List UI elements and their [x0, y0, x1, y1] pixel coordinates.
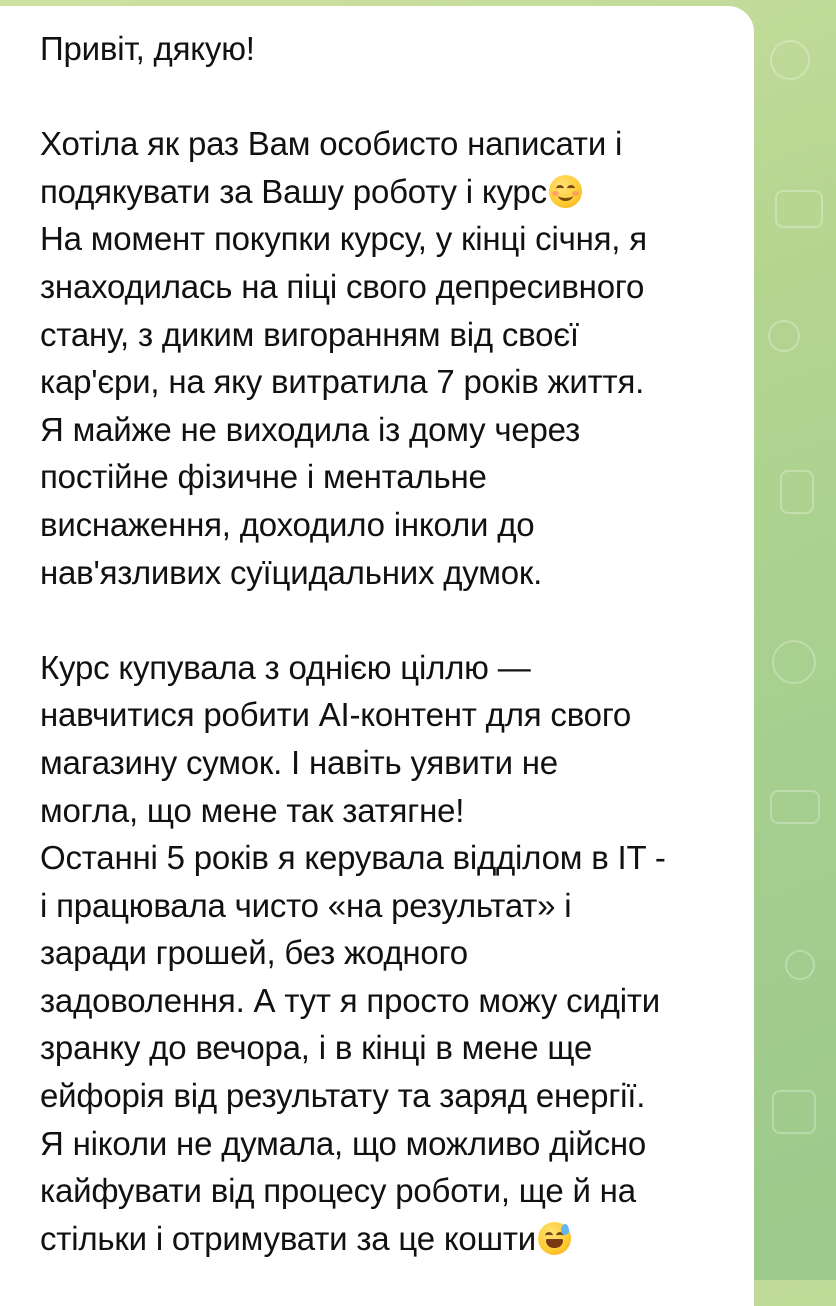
message-line: ейфорія від результату та заряд енергії. [40, 1077, 646, 1115]
message-line: Привіт, дякую! [40, 30, 255, 67]
message-line: кар'єри, на яку витратила 7 років життя. [40, 363, 645, 401]
message-line: Я майже не виходила із дому через [40, 410, 581, 448]
wallpaper-doodle [770, 790, 820, 824]
message-line: нав'язливих суїцидальних думок. [40, 553, 543, 591]
message-line: Я ніколи не думала, що можливо дійсно [40, 1124, 647, 1162]
wallpaper-doodle [772, 1090, 816, 1134]
wallpaper-doodle [772, 640, 816, 684]
message-line: заради грошей, без жодного [40, 934, 468, 972]
message-line: На момент покупки курсу, у кінці січня, я [40, 220, 647, 258]
smiling-face-icon [549, 175, 582, 208]
message-line: могла, що мене так затягне! [40, 791, 465, 829]
message-line: знаходилась на піці свого депресивного [40, 267, 645, 305]
message-line: стільки і отримувати за це кошти [40, 1219, 537, 1257]
message-paragraph [40, 120, 744, 596]
message-paragraph [40, 25, 744, 73]
wallpaper-doodle [785, 950, 815, 980]
wallpaper-doodle [768, 320, 800, 352]
message-bubble[interactable] [0, 6, 754, 1306]
message-line: кайфувати від процесу роботи, ще й на [40, 1172, 636, 1210]
message-line: і працювала чисто «на результат» і [40, 886, 572, 924]
message-line: навчитися робити AI-контент для свого [40, 696, 632, 734]
wallpaper-doodle [780, 470, 814, 514]
wallpaper-doodle [775, 190, 823, 228]
message-paragraph [40, 644, 744, 1263]
message-text [40, 25, 744, 1262]
message-line: зранку до вечора, і в кінці в мене ще [40, 1029, 593, 1067]
message-line: подякувати за Вашу роботу і курс [40, 172, 547, 210]
message-line: Останні 5 років я керувала відділом в IT - [40, 839, 666, 877]
message-line: магазину сумок. І навіть уявити не [40, 743, 558, 781]
message-line: стану, з диким вигоранням від своєї [40, 315, 579, 353]
grinning-sweat-icon [538, 1222, 571, 1255]
message-line: задоволення. А тут я просто можу сидіти [40, 981, 661, 1019]
message-line: Курс купувала з однією ціллю — [40, 648, 531, 686]
message-line: Хотіла як раз Вам особисто написати і [40, 125, 623, 163]
wallpaper-doodle [770, 40, 810, 80]
message-line: виснаження, доходило інколи до [40, 505, 535, 543]
message-line: постійне фізичне і ментальне [40, 458, 487, 496]
